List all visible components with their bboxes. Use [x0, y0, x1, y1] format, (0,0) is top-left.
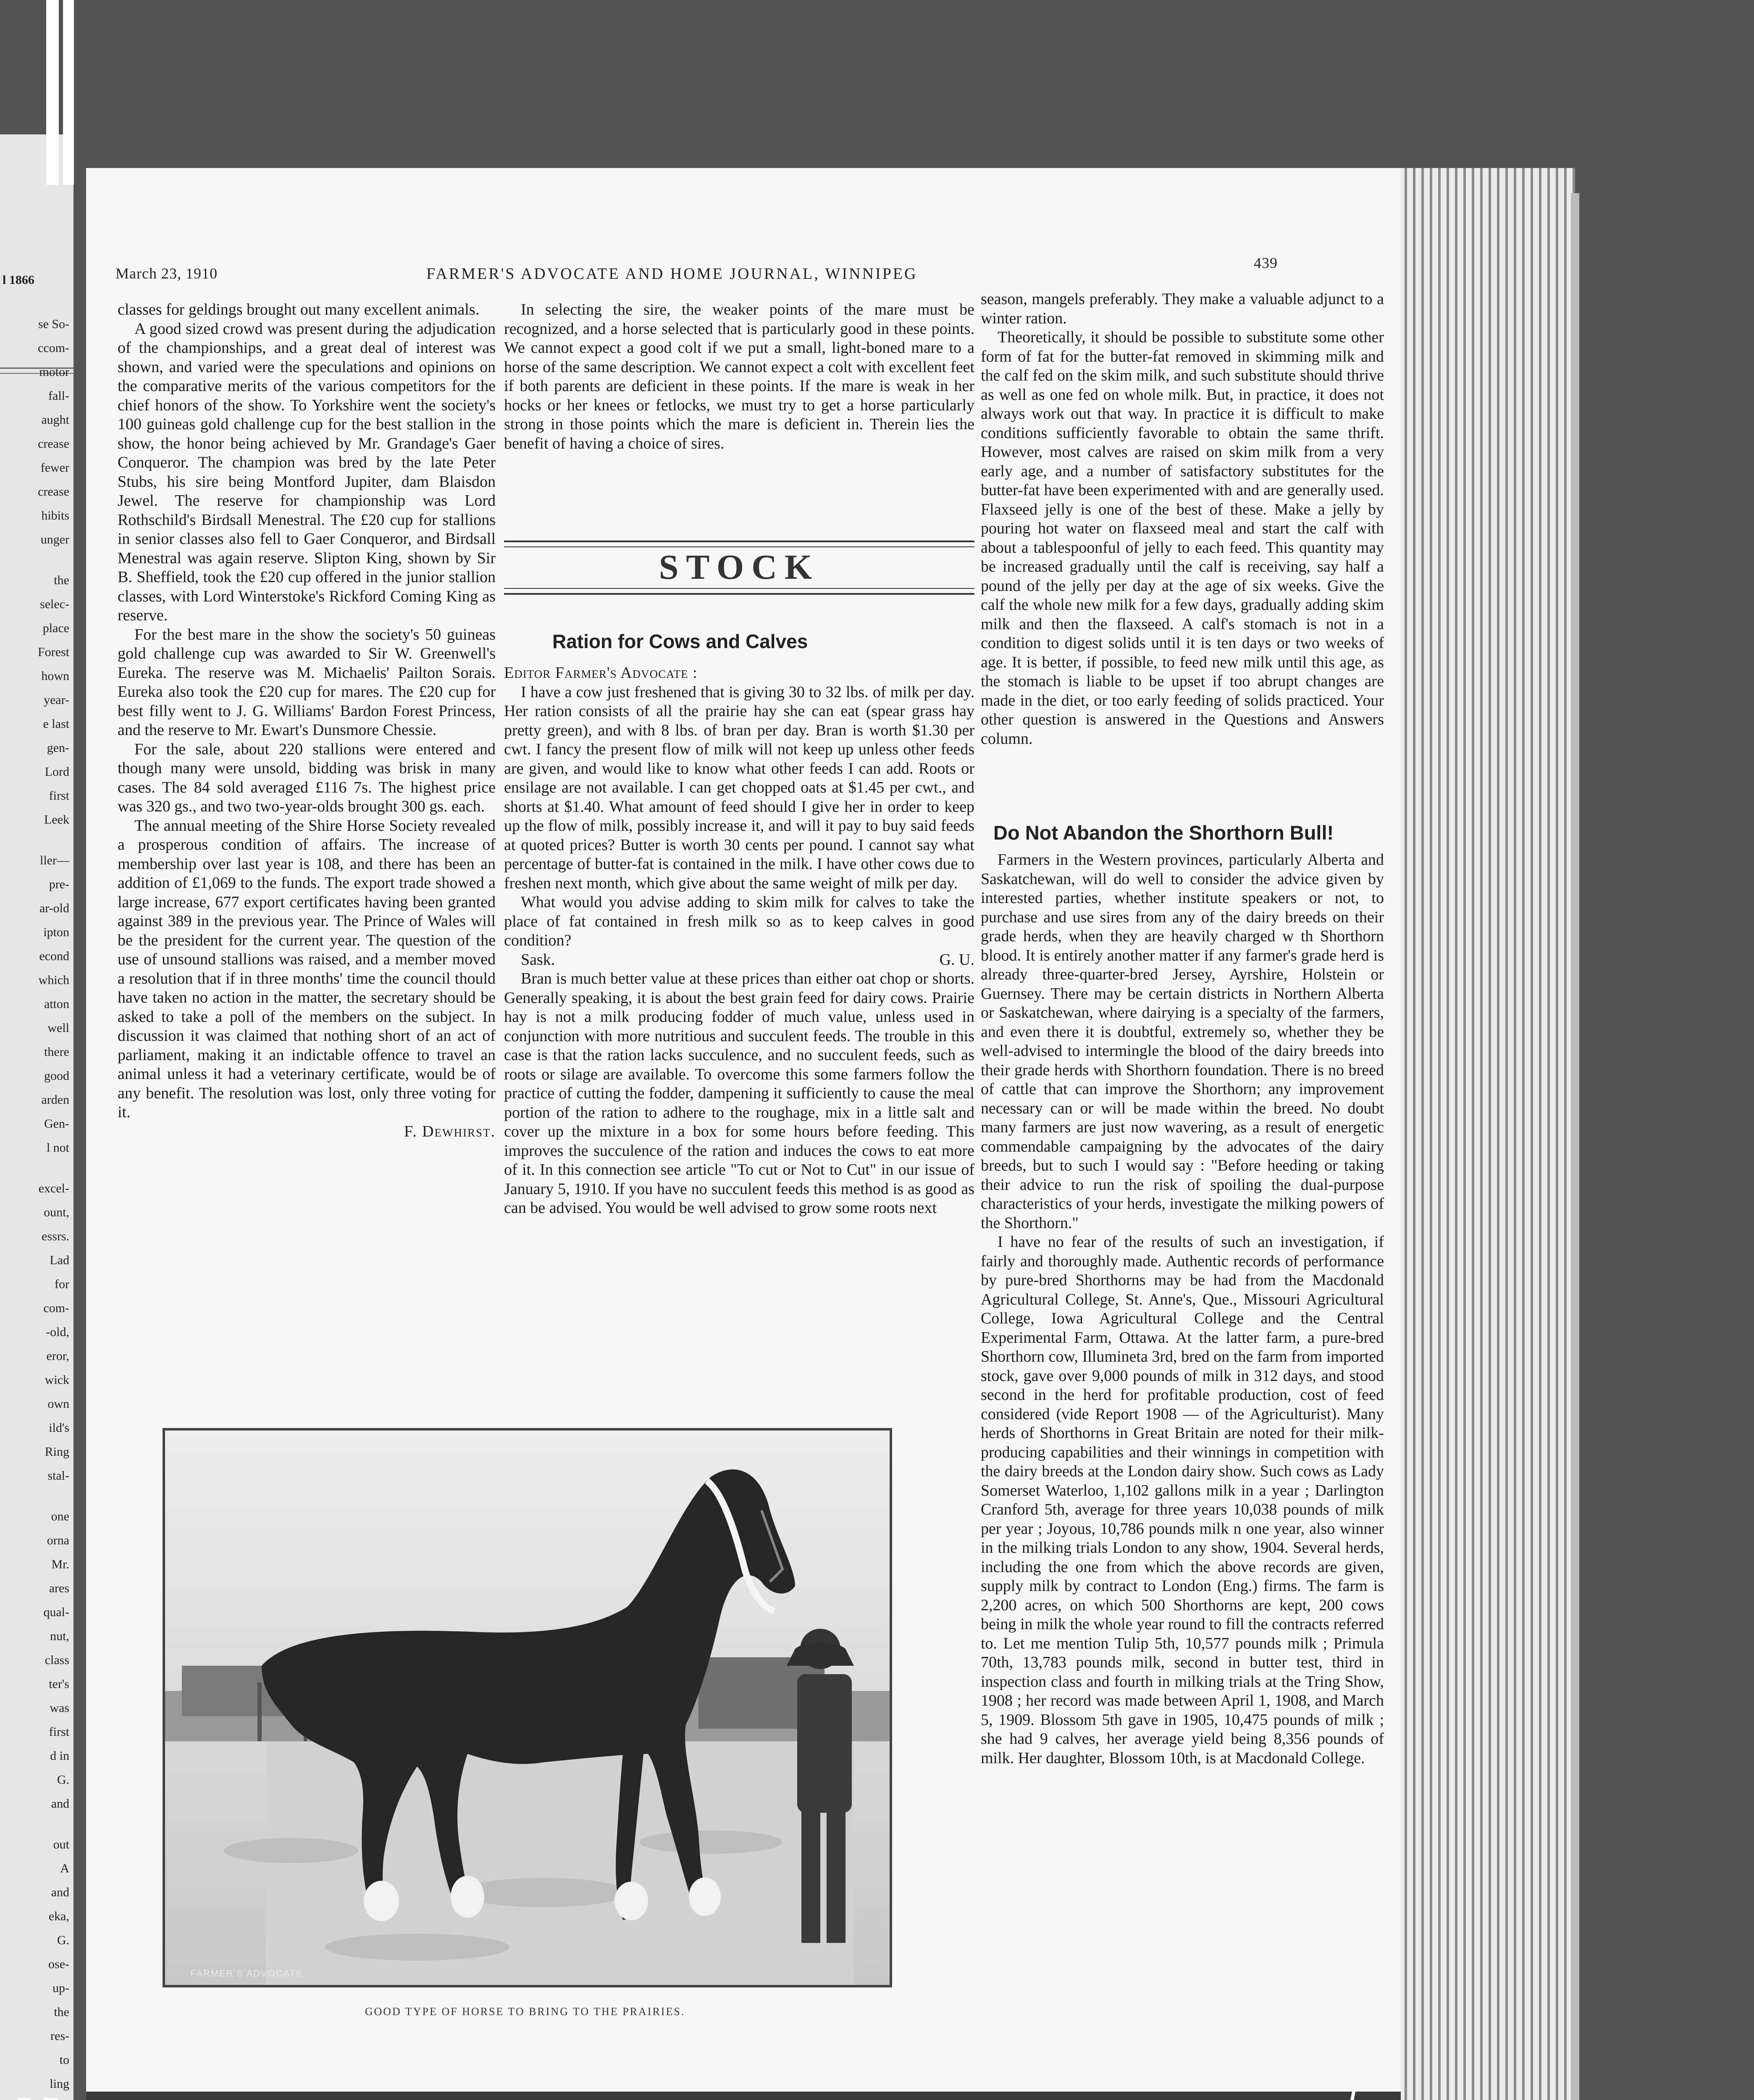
facing-page-line: place	[42, 621, 69, 635]
paragraph: For the best mare in the show the society's 50 guineas gold challenge cup was awarded to Sir W. Greenwell's Eureka. The reserve was M. Michaelis' Pailton Sorais. Eureka also took the £20 cup for mares. The £20 cup for best filly went to J. G. Williams' Bardon Forest Princess, and the reserve to Mr. Ewart's Dunsmore Chessie.	[118, 625, 496, 739]
facing-page-line: qual-	[43, 1605, 69, 1619]
facing-page-line: G.	[57, 1933, 69, 1947]
facing-page-line: econd	[39, 949, 69, 963]
column-3-body	[981, 850, 1384, 1768]
paragraph: The annual meeting of the Shire Horse Society revealed a prosperous condition of affairs. The increase of membership over last year is 108, and there has been an addition of £1,069 to the funds. The export trade showed a large increase, 677 export certificates having been granted against 389 in the previous year. The Prince of Wales will be the president for the current year. The question of the use of unsound stallions was raised, and a member moved a resolution that if in three months' time the council thould have taken no action in the matter, the secretary should be asked to take a poll of the members on the subject. In discussion it was claimed that nothing short of an act of parliament, making it an indictable offence to travel an animal unless it had a veterinary certificate, would be of any benefit. The resolution was lost, only three voting for it.	[118, 816, 496, 1121]
facing-page-line: stal-	[47, 1469, 69, 1483]
facing-page-line: hibits	[41, 509, 69, 522]
column-2-body	[504, 664, 974, 1218]
facing-page-header: l 1866	[3, 273, 34, 287]
facing-page-line: out	[53, 1838, 69, 1851]
facing-page-line: ter's	[49, 1677, 69, 1691]
gutter-highlight	[63, 0, 74, 185]
article-title: Ration for Cows and Calves	[552, 630, 808, 652]
page-number: 439	[1254, 255, 1278, 271]
facing-page-line: there	[44, 1045, 69, 1059]
facing-page-line: Mr.	[51, 1557, 69, 1571]
paragraph: What would you advise adding to skim milk for calves to take the place of fat contained in fresh milk so as to keep calves in good condition?	[504, 893, 974, 949]
author-signature: F. Dewhirst.	[404, 1122, 496, 1140]
journal-page	[86, 168, 1401, 2092]
section-title: STOCK	[659, 548, 820, 587]
letter-place: Sask.	[521, 950, 555, 969]
facing-page-line: ount,	[44, 1205, 69, 1219]
facing-page-line: own	[47, 1397, 69, 1411]
facing-page-line: ller—	[40, 853, 69, 867]
facing-page-line: e last	[43, 717, 69, 731]
facing-page-line: the	[54, 573, 69, 587]
facing-page-line: year-	[43, 693, 69, 707]
facing-page-line: ild's	[49, 1421, 69, 1435]
facing-page-line: res-	[50, 2029, 69, 2043]
facing-page-line: A	[60, 1861, 69, 1875]
facing-page-line: Gen-	[44, 1117, 69, 1131]
facing-page-line: and	[51, 1885, 69, 1899]
facing-page-line: gen-	[47, 741, 69, 755]
facing-page-line: good	[44, 1069, 69, 1083]
facing-page-line: one	[51, 1509, 69, 1523]
facing-page-line: hown	[41, 669, 69, 683]
paragraph: classes for geldings brought out many excellent animals.	[118, 301, 480, 318]
facing-page-fragment	[0, 134, 74, 2100]
facing-page-line: unger	[40, 533, 69, 546]
facing-page-line: wick	[45, 1373, 69, 1387]
facing-page-line: selec-	[40, 597, 69, 611]
facing-page-line: Forest	[38, 645, 69, 659]
facing-page-line: com-	[43, 1301, 69, 1315]
facing-page-line: the	[54, 2005, 69, 2019]
section-rule-bottom	[504, 588, 974, 595]
facing-page-line: ccom-	[38, 341, 69, 355]
facing-page-line: se So-	[38, 317, 69, 331]
facing-page-line: excel-	[38, 1181, 69, 1195]
letter-signoff	[504, 950, 974, 970]
column-1	[118, 300, 496, 1141]
facing-page-line: nut,	[50, 1629, 69, 1643]
paragraph: Bran is much better value at these prices than either oat chop or shorts. Generally speaking, it is about the best grain feed for dairy cows. Prairie hay is not a milk producing fodder of much value, unless used in conjunction with more nutritious and succulent feeds. The trouble in this case is that the ration lacks succulence, and no succulent feeds, such as roots or silage are available. To overcome this some farmers follow the practice of cutting the fodder, dampening it sufficiently to cause the meal portion of the ration to adhere to the roughage, mix in a little salt and cover up the mixture in a box for some hours before feeding. This improves the succulence of the ration and induces the cows to eat more of it. In this connection see article "To cut or Not to Cut" in our issue of January 5, 1910. If you have no succulent feeds this method is as good as can be advised. You would be well advised to grow some roots next	[504, 970, 974, 1217]
facing-page-line: G.	[57, 1773, 69, 1787]
paragraph: For the sale, about 220 stallions were entered and though many were unsold, bidding was brisk in many cases. The 84 sold averaged £116 7s. The highest price was 320 gs., and two two-year-olds brought 300 gs. each.	[118, 740, 496, 815]
facing-page-line: motor	[39, 365, 69, 379]
facing-page-line: atton	[44, 997, 69, 1011]
facing-page-line: to	[59, 2053, 69, 2067]
facing-page-line: ar-old	[39, 901, 69, 915]
facing-page-line: ose-	[48, 1957, 69, 1971]
horse-photograph	[163, 1428, 892, 1987]
facing-page-line: aught	[41, 413, 69, 427]
photo-credit: FARMER'S ADVOCATE	[190, 1968, 303, 1979]
gutter-highlight	[46, 0, 59, 185]
facing-page-line: crease	[38, 437, 69, 451]
letter-initials: G. U.	[939, 950, 974, 969]
paragraph: season, mangels preferably. They make a valuable adjunct to a winter ration.	[981, 290, 1384, 327]
facing-page-line: first	[49, 1725, 69, 1739]
facing-page-line: fewer	[40, 461, 69, 475]
column-3-top	[981, 290, 1384, 748]
facing-page-line: which	[38, 973, 69, 987]
facing-page-line: crease	[38, 485, 69, 499]
facing-page-line: Lord	[45, 765, 69, 779]
facing-page-line: d in	[50, 1749, 69, 1763]
paragraph: In selecting the sire, the weaker points of the mare must be recognized, and a horse selected that is particularly good in these points. We cannot expect a good colt if we put a small, light-boned mare to a horse of the same description. We cannot expect a colt with excellent feet if both parents are deficient in these points. If the mare is weak in her hocks or her knees or fetlocks, we must try to get a horse particularly strong in those points which the mare is deficient in. Therein lies the benefit of having a choice of sires.	[504, 301, 974, 452]
facing-page-line: eka,	[48, 1909, 69, 1923]
column-2-top	[504, 300, 974, 453]
paragraph: I have no fear of the results of such an investigation, if fairly and thoroughly made. Authentic records of performance by pure-bred Shorthorns may be had from the Macdonald Agricultural College, St. Anne's, Que., Missouri Agricultural College, Iowa Agricultural College and the Central Experimental Farm, Ottawa. At the latter farm, a pure-bred Shorthorn cow, Illumineta 3rd, bred on the farm from imported stock, gave over 9,000 pounds of milk in 312 days, and stood second in the herd for profitable production, cost of feed considered (vide Report 1908 — of the Agriculturist). Many herds of Shorthorns in Great Britain are noted for their milk-producing capabilities and their winnings in competition with the dairy breeds at the London dairy show. Such cows as Lady Somerset Waterloo, 1,102 gallons milk in a year ; Darlington Cranford 5th, average for three years 10,038 pounds of milk per year ; Joyous, 10,786 pounds milk n one year, also winner in the milking trials London to any show, 1904. Several herds, including the one from which the above records are given, supply milk by contract to London (Eng.) firms. The farm is 2,200 acres, on which 500 Shorthorns are kept, 200 cows being in milk the whole year round to fill the contracts referred to. Let me mention Tulip 5th, 10,577 pounds milk ; Primula 70th, 13,783 pounds milk, second in butter test, third in inspection class and fourth in milking trials at the Tring Show, 1908 ; her record was made between April 1, 1908, and March 5, 1909. Blossom 5th gave in 1905, 10,475 pounds of milk ; she had 9 calves, her average yield being 8,356 pounds of milk. Her daughter, Blossom 10th, is at Macdonald College.	[981, 1233, 1384, 1767]
facing-page-line: was	[50, 1701, 69, 1715]
facing-page-line: eror,	[46, 1349, 69, 1363]
issue-date: March 23, 1910	[116, 265, 218, 282]
paragraph: I have a cow just freshened that is giving 30 to 32 lbs. of milk per day. Her ration consists of all the prairie hay she can eat (spear grass hay pretty green), and with 8 lbs. of bran per day. Bran is worth $1.30 per cwt. I fancy the present flow of milk will not keep up unless other feeds are given, and would like to know what other feeds I can add. Roots or ensilage are not available. I can get chopped oats at $1.45 per cwt., and shorts at $1.40. What amount of feed should I give her in order to keep up the flow of milk, possibly increase it, and will it pay to buy said feeds at quoted prices? Butter is worth 30 cents per pound. I cannot say what percentage of butter-fat is contained in the milk. I have other cows due to freshen next month, which give about the same weight of milk per day.	[504, 683, 974, 892]
facing-page-line: pre-	[49, 877, 69, 891]
editor-salutation: Editor Farmer's Advocate :	[504, 664, 698, 682]
facing-page-line: well	[47, 1021, 69, 1035]
paragraph: A good sized crowd was present during the adjudication of the championships, and a great deal of interest was shown, and varied were the speculations and opinions on the comparative merits of the various competitors for the chief honors of the show. To Yorkshire went the society's 100 guineas gold challenge cup for the best stallion in the show, the honor being achieved by Mr. Grandage's Gaer Conqueror. The champion was bred by the late Peter Stubs, his sire being Montford Jupiter, dam Blaisdon Jewel. The reserve for championship was Lord Rothschild's Birdsall Menestral. The £20 cup for stallions in senior classes also fell to Gaer Conqueror, and Birdsall Menestral was again reserve. Slipton King, shown by Sir B. Sheffield, took the £20 cup offered in the junior stallion classes, with Lord Winterstoke's Rickford Coming King as reserve.	[118, 320, 496, 624]
running-head: FARMER'S ADVOCATE AND HOME JOURNAL, WINNIPEG	[426, 265, 918, 283]
facing-page-line: ling	[50, 2077, 69, 2091]
paragraph: Farmers in the Western provinces, particularly Alberta and Saskatchewan, will do well to consider the advice given by interested parties, whether institute speakers or not, to purchase and use sires from any of the dairy breeds on their grade herds, when they are heavily charged w th Shorthorn blood. It is entirely another matter if any farmer's grade herd is already three-quarter-bred Jersey, Ayrshire, Holstein or Guernsey. There may be certain districts in Northern Alberta or Saskatchewan, where dairying is a specialty of the farmers, and even there it is doubtful, extremely so, whether they be well-advised to intermingle the blood of the dairy breeds into their grade herds with Shorthorn foundation. There is no breed of cattle that can improve the Shorthorn; any improvement necessary can or will be made within the breed. No doubt many farmers are just now wavering, as a result of energetic commendable campaigning by the advocates of the dairy breeds, but to such I would say : "Before heeding or taking their advice to run the risk of spoiling the dual-purpose characteristics of your herds, investigate the milking powers of the Shorthorn."	[981, 851, 1384, 1232]
facing-page-line: class	[45, 1653, 69, 1667]
facing-page-line: Leek	[44, 813, 69, 827]
section-rule-top	[504, 541, 974, 547]
facing-page-line: Lad	[50, 1253, 69, 1267]
book-page-edges	[1399, 168, 1575, 2100]
facing-page-line: ipton	[43, 925, 69, 939]
book-page-edges-cap	[1571, 193, 1579, 2100]
paragraph: Theoretically, it should be possible to substitute some other form of fat for the butter-fat removed in skimming milk and the calf fed on the skim milk, and such substitute should thrive as well as one fed on whole milk. But, in practice, it does not always work out that way. In practice it is difficult to make conditions sufficiently favorable to obtain the same thrift. However, most calves are raised on skim milk from a very early age, and a number of satisfactory substitutes for the butter-fat have been experimented with and are generally used. Flaxseed jelly is one of the best of these. Make a jelly by pouring hot water on flaxseed meal and start the calf with about a tablespoonful of jelly to each feed. This quantity may be increased gradually until the calf is receiving, say half a pound of the jelly per day at the age of six weeks. Give the calf the whole new milk for a few days, gradually adding skim milk and then the flaxseed. A calf's stomach is not in a condition to digest solids until it is ten days or two weeks of age. It is better, if possible, to feed new milk until this age, as the stomach is liable to be upset if too abrupt changes are made in the diet, or too early feeding of solids practiced. Your other question is answered in the Questions and Answers column.	[981, 328, 1384, 748]
facing-page-line: first	[49, 789, 69, 803]
photo-caption: GOOD TYPE OF HORSE TO BRING TO THE PRAIRIES.	[365, 2006, 685, 2018]
facing-page-line: up-	[53, 1981, 69, 1995]
facing-page-line: essrs.	[42, 1229, 69, 1243]
facing-page-line: l not	[46, 1141, 69, 1155]
article-title: Do Not Abandon the Shorthorn Bull!	[993, 822, 1334, 844]
facing-page-line: orna	[47, 1533, 69, 1547]
facing-page-line: and	[51, 1797, 69, 1811]
gutter-highlight	[18, 2098, 30, 2100]
facing-page-line: Ring	[45, 1445, 69, 1459]
facing-page-line: arden	[41, 1093, 69, 1107]
facing-page-line: -old,	[46, 1325, 69, 1339]
gutter-highlight	[44, 2098, 58, 2100]
facing-page-line: for	[55, 1277, 69, 1291]
facing-page-line: fall-	[48, 389, 69, 403]
facing-page-line: ares	[49, 1581, 69, 1595]
